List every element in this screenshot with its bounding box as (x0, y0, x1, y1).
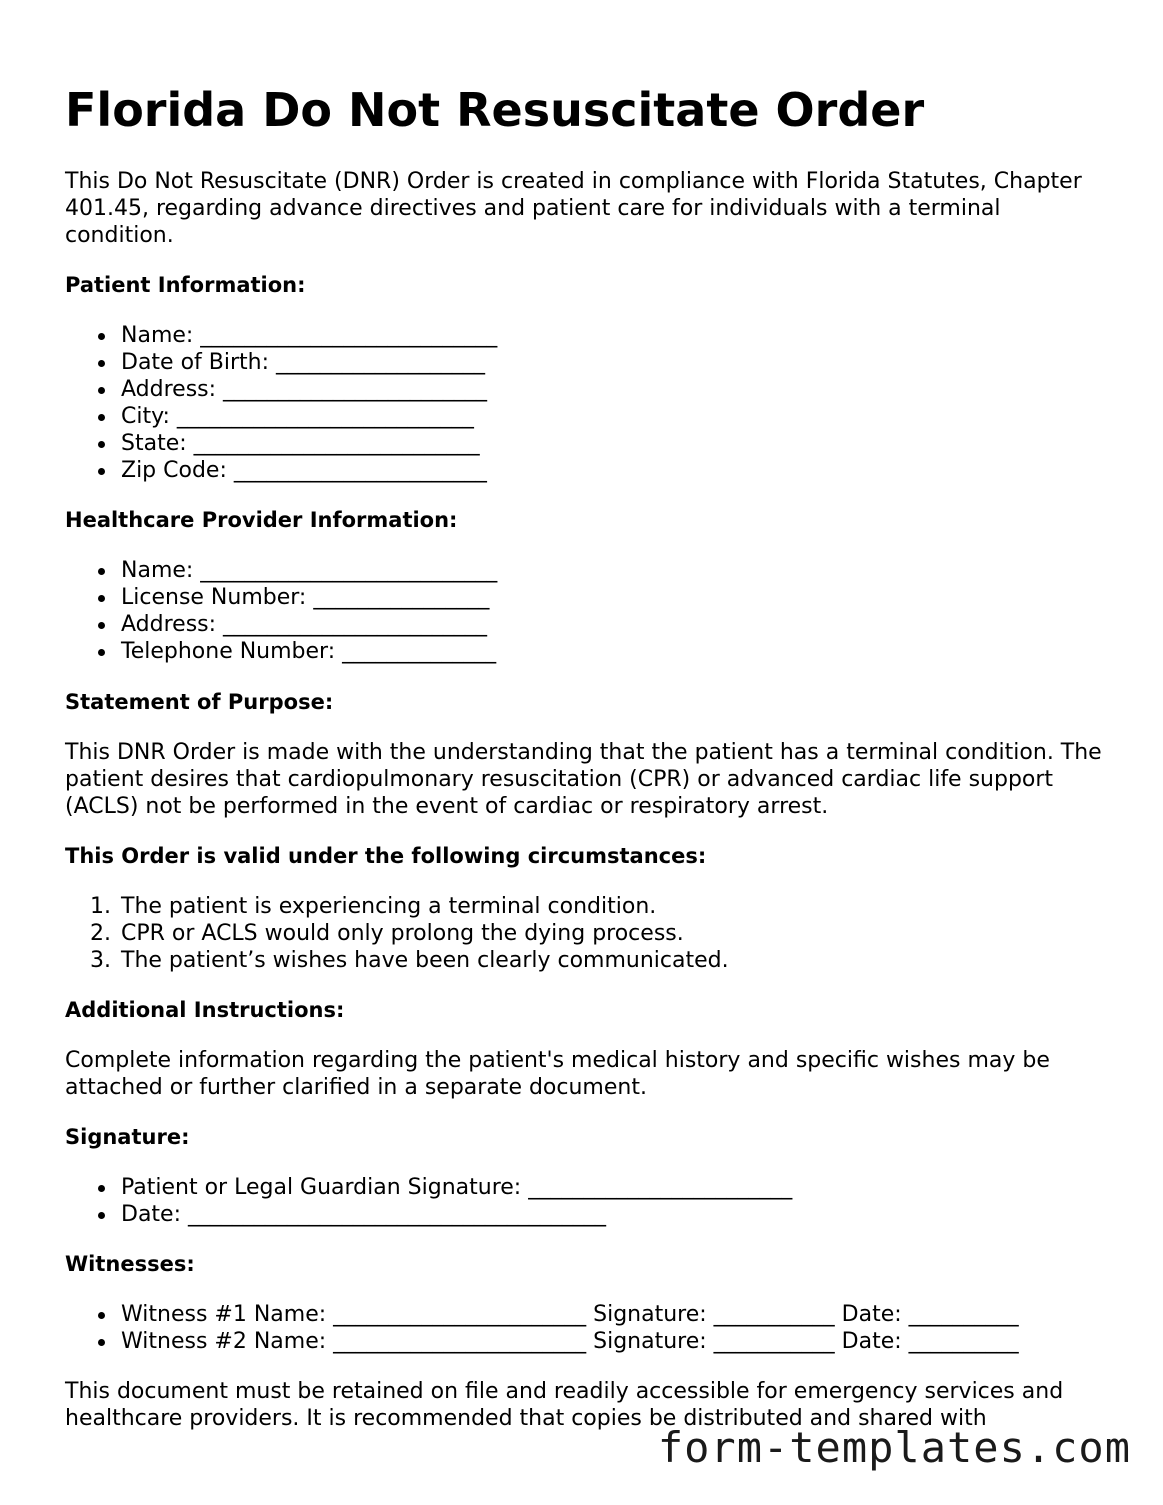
additional-heading: Additional Instructions: (65, 998, 345, 1022)
bullet-icon (98, 1212, 105, 1219)
document-title: Florida Do Not Resuscitate Order (65, 83, 925, 137)
provider-telephone-field[interactable]: Telephone Number: ______________ (65, 638, 497, 665)
purpose-paragraph: This DNR Order is made with the understanding that the patient has a terminal condition. The patient desires that cardiopulmonary resuscitation (CPR) or advanced cardiac life support (ACLS) not be performed in the event of cardiac or respiratory arrest. (65, 740, 1102, 819)
bullet-icon (98, 414, 105, 421)
witness-2-fields[interactable]: Witness #2 Name: _______________________ Signature: ___________ Date: __________ (65, 1328, 1019, 1355)
bullet-icon (98, 622, 105, 629)
bullet-icon (98, 649, 105, 656)
patient-state-field[interactable]: State: __________________________ (65, 430, 497, 457)
patient-info-heading: Patient Information: (65, 273, 306, 297)
list-item: 1. The patient is experiencing a terminal condition. (90, 894, 657, 919)
bullet-icon (98, 441, 105, 448)
witnesses-heading: Witnesses: (65, 1252, 195, 1276)
provider-address-field[interactable]: Address: ________________________ (65, 611, 497, 638)
intro-paragraph: This Do Not Resuscitate (DNR) Order is created in compliance with Florida Statutes, Chapter 401.45, regarding advance directives and patient care for individuals with a terminal condition. (65, 169, 1082, 248)
bullet-icon (98, 1185, 105, 1192)
closing-paragraph: This document must be retained on file and readily accessible for emergency services and healthcare providers. It is recommended that copies be distributed and shared with (65, 1379, 1064, 1431)
patient-dob-field[interactable]: Date of Birth: ___________________ (65, 349, 497, 376)
bullet-icon (98, 1339, 105, 1346)
signature-list (65, 1174, 792, 1228)
bullet-icon (98, 360, 105, 367)
list-item: 3. The patient’s wishes have been clearly communicated. (90, 948, 729, 973)
signature-date-field[interactable]: Date: ______________________________________ (65, 1201, 792, 1228)
patient-address-field[interactable]: Address: ________________________ (65, 376, 497, 403)
patient-city-field[interactable]: City: ___________________________ (65, 403, 497, 430)
bullet-icon (98, 333, 105, 340)
provider-name-field[interactable]: Name: ___________________________ (65, 557, 497, 584)
bullet-icon (98, 387, 105, 394)
patient-name-field[interactable]: Name: ___________________________ (65, 322, 497, 349)
list-item: 2. CPR or ACLS would only prolong the dying process. (90, 921, 684, 946)
witness-1-fields[interactable]: Witness #1 Name: _______________________ Signature: ___________ Date: __________ (65, 1301, 1019, 1328)
circumstances-list (65, 893, 729, 974)
patient-info-list (65, 322, 497, 484)
bullet-icon (98, 568, 105, 575)
witnesses-list (65, 1301, 1019, 1355)
watermark-text: form-templates.com (657, 1423, 1131, 1472)
patient-zip-field[interactable]: Zip Code: _______________________ (65, 457, 497, 484)
bullet-icon (98, 595, 105, 602)
signature-heading: Signature: (65, 1125, 190, 1149)
bullet-icon (98, 1312, 105, 1319)
guardian-signature-field[interactable]: Patient or Legal Guardian Signature: ________________________ (65, 1174, 792, 1201)
additional-paragraph: Complete information regarding the patient's medical history and specific wishes may be attached or further clarified in a separate document. (65, 1048, 1050, 1100)
circumstances-heading: This Order is valid under the following circumstances: (65, 844, 707, 868)
provider-info-heading: Healthcare Provider Information: (65, 508, 458, 532)
bullet-icon (98, 468, 105, 475)
purpose-heading: Statement of Purpose: (65, 690, 334, 714)
provider-info-list (65, 557, 497, 665)
provider-license-field[interactable]: License Number: ________________ (65, 584, 497, 611)
